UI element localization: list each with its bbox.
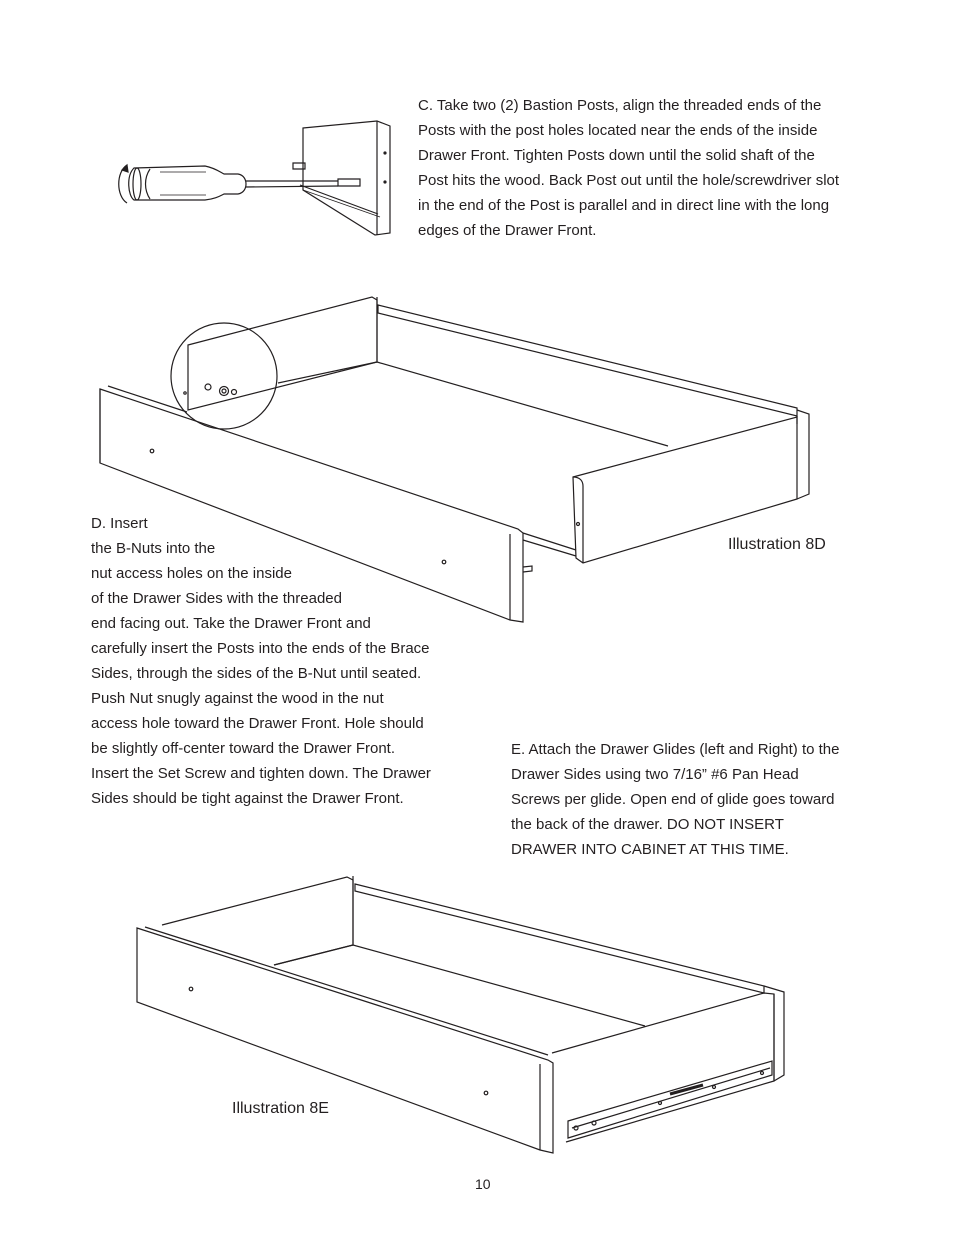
step-d-line: carefully insert the Posts into the ends of the Brace	[91, 640, 430, 657]
step-e-line: E. Attach the Drawer Glides (left and Right) to the	[511, 741, 840, 758]
step-c-line: C. Take two (2) Bastion Posts, align the threaded ends of the	[418, 97, 822, 114]
step-c-line: Drawer Front. Tighten Posts down until the solid shaft of the	[418, 147, 815, 164]
step-d-line: of the Drawer Sides with the threaded	[91, 590, 342, 607]
step-d-line: access hole toward the Drawer Front. Hole should	[91, 715, 424, 732]
step-d-line: Sides should be tight against the Drawer Front.	[91, 790, 404, 807]
drawer-front-panel	[137, 928, 553, 1153]
step-d-line: end facing out. Take the Drawer Front and	[91, 615, 371, 632]
step-c-line: edges of the Drawer Front.	[418, 222, 597, 239]
illustration-8d-caption: Illustration 8D	[728, 536, 826, 553]
step-e-line: DRAWER INTO CABINET AT THIS TIME.	[511, 841, 789, 858]
step-c-line: in the end of the Post is parallel and in direct line with the long	[418, 197, 830, 214]
step-e-line: Drawer Sides using two 7/16” #6 Pan Head	[511, 766, 799, 783]
step-d-line: the B-Nuts into the	[91, 540, 216, 557]
step-d-line: Push Nut snugly against the wood in the nut	[91, 690, 384, 707]
page-number: 10	[475, 1176, 491, 1192]
step-c-line: Posts with the post holes located near the ends of the inside	[418, 122, 818, 139]
step-d-line: Sides, through the sides of the B-Nut until seated.	[91, 665, 422, 682]
drawer-right-side	[552, 993, 774, 1142]
step-d-line: Insert the Set Screw and tighten down. The Drawer	[91, 765, 431, 782]
drawer-glide	[568, 1061, 772, 1138]
step-d-line: D. Insert	[91, 515, 148, 532]
step-e-line: Screws per glide. Open end of glide goes toward	[511, 791, 835, 808]
drawer-back-side	[355, 884, 764, 993]
step-d-line: be slightly off-center toward the Drawer Front.	[91, 740, 396, 757]
step-c-line: Post hits the wood. Back Post out until the hole/screwdriver slot	[418, 172, 840, 189]
step-e-line: the back of the drawer. DO NOT INSERT	[511, 816, 784, 833]
step-d-line: nut access holes on the inside	[91, 565, 292, 582]
illustration-8e-caption: Illustration 8E	[232, 1100, 329, 1117]
